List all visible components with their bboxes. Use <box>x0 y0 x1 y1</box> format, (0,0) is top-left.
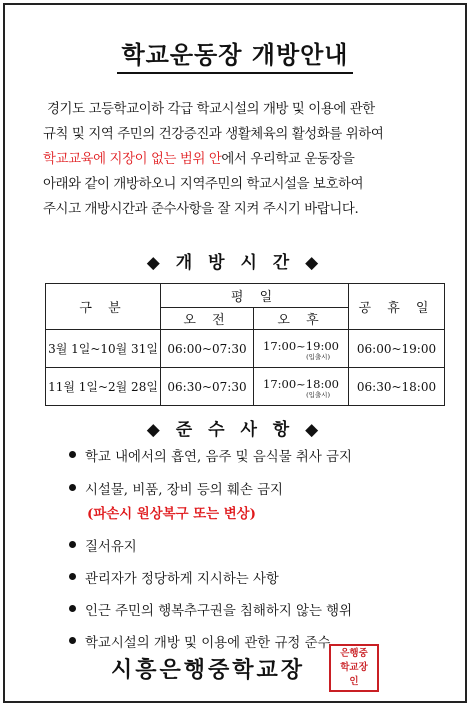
intro-line-5: 주시고 개방시간과 준수사항을 잘 지켜 주시기 바랍니다. <box>43 202 359 217</box>
table-row <box>46 368 445 406</box>
intro-line-1: 경기도 고등학교이하 각급 학교시설의 개방 및 이용에 관한 <box>47 102 375 117</box>
rule-text: 관리자가 정당하게 지시하는 사항 <box>85 572 279 587</box>
row-afternoon <box>254 368 349 406</box>
header-holiday: 공 휴 일 <box>349 284 445 330</box>
row-afternoon <box>254 330 349 368</box>
intro-highlight: 학교교육에 지장이 없는 범위 안 <box>43 152 222 167</box>
header-category: 구 분 <box>46 284 161 330</box>
intro-line-4: 아래와 같이 개방하오니 지역주민의 학교시설을 보호하여 <box>43 177 364 192</box>
header-weekday: 평 일 <box>161 284 349 308</box>
rule-text: 학교시설의 개방 및 이용에 관한 규정 준수 <box>85 636 331 651</box>
rule-text: 시설물, 비품, 장비 등의 훼손 금지 <box>85 483 283 498</box>
rule-text: 학교 내에서의 흡연, 음주 및 음식물 취사 금지 <box>85 450 352 465</box>
bullet-icon <box>69 484 76 491</box>
hours-table <box>45 283 445 406</box>
seal-row-1: 은행중 <box>340 648 368 659</box>
list-item <box>69 600 352 619</box>
bullet-icon <box>69 637 76 644</box>
row-holiday: 06:30~18:00 <box>349 368 445 406</box>
school-principal-name: 시흥은행중학교장 <box>111 658 306 683</box>
title-text: 학교운동장 개방안내 <box>117 35 352 74</box>
bullet-icon <box>69 541 76 548</box>
bullet-icon <box>69 605 76 612</box>
row-holiday: 06:00~19:00 <box>349 330 445 368</box>
rule-text: 질서유지 <box>85 540 137 555</box>
seal-row-2: 학교장 <box>340 662 368 673</box>
intro-line-3-rest: 에서 우리학교 운동장을 <box>221 152 355 167</box>
bullet-icon <box>69 573 76 580</box>
list-item <box>69 446 352 465</box>
hours-heading: ◆ 개 방 시 간 ◆ <box>146 253 324 273</box>
header-morning: 오 전 <box>161 308 254 330</box>
intro-line-3 <box>43 147 443 172</box>
official-seal-icon <box>329 644 379 692</box>
list-item <box>69 536 352 555</box>
row-morning: 06:30~07:30 <box>161 368 254 406</box>
rule-text: 인근 주민의 행복추구권을 침해하지 않는 행위 <box>85 604 353 619</box>
afternoon-time: 17:00~19:00 <box>263 338 339 353</box>
rules-heading: ◆ 준 수 사 항 ◆ <box>146 420 324 440</box>
row-period: 3월 1일~10월 31일 <box>46 330 161 368</box>
seal-row-3: 인 <box>349 676 359 687</box>
rule-subnote: (파손시 원상복구 또는 변상) <box>87 506 256 522</box>
notice-sign <box>3 3 467 703</box>
row-period: 11월 1일~2월 28일 <box>46 368 161 406</box>
intro-paragraph <box>43 97 443 222</box>
list-item <box>69 632 352 651</box>
list-item <box>69 479 352 522</box>
notice-title <box>5 35 465 74</box>
afternoon-note: (입출시) <box>306 352 330 361</box>
rules-list <box>69 446 352 651</box>
intro-line-2: 규칙 및 지역 주민의 건강증진과 생활체육의 활성화를 위하여 <box>43 127 384 142</box>
row-morning: 06:00~07:30 <box>161 330 254 368</box>
header-afternoon: 오 후 <box>254 308 349 330</box>
table-row <box>46 330 445 368</box>
afternoon-note: (입출시) <box>306 390 330 399</box>
afternoon-time: 17:00~18:00 <box>263 376 339 391</box>
bullet-icon <box>69 451 76 458</box>
list-item <box>69 568 352 587</box>
